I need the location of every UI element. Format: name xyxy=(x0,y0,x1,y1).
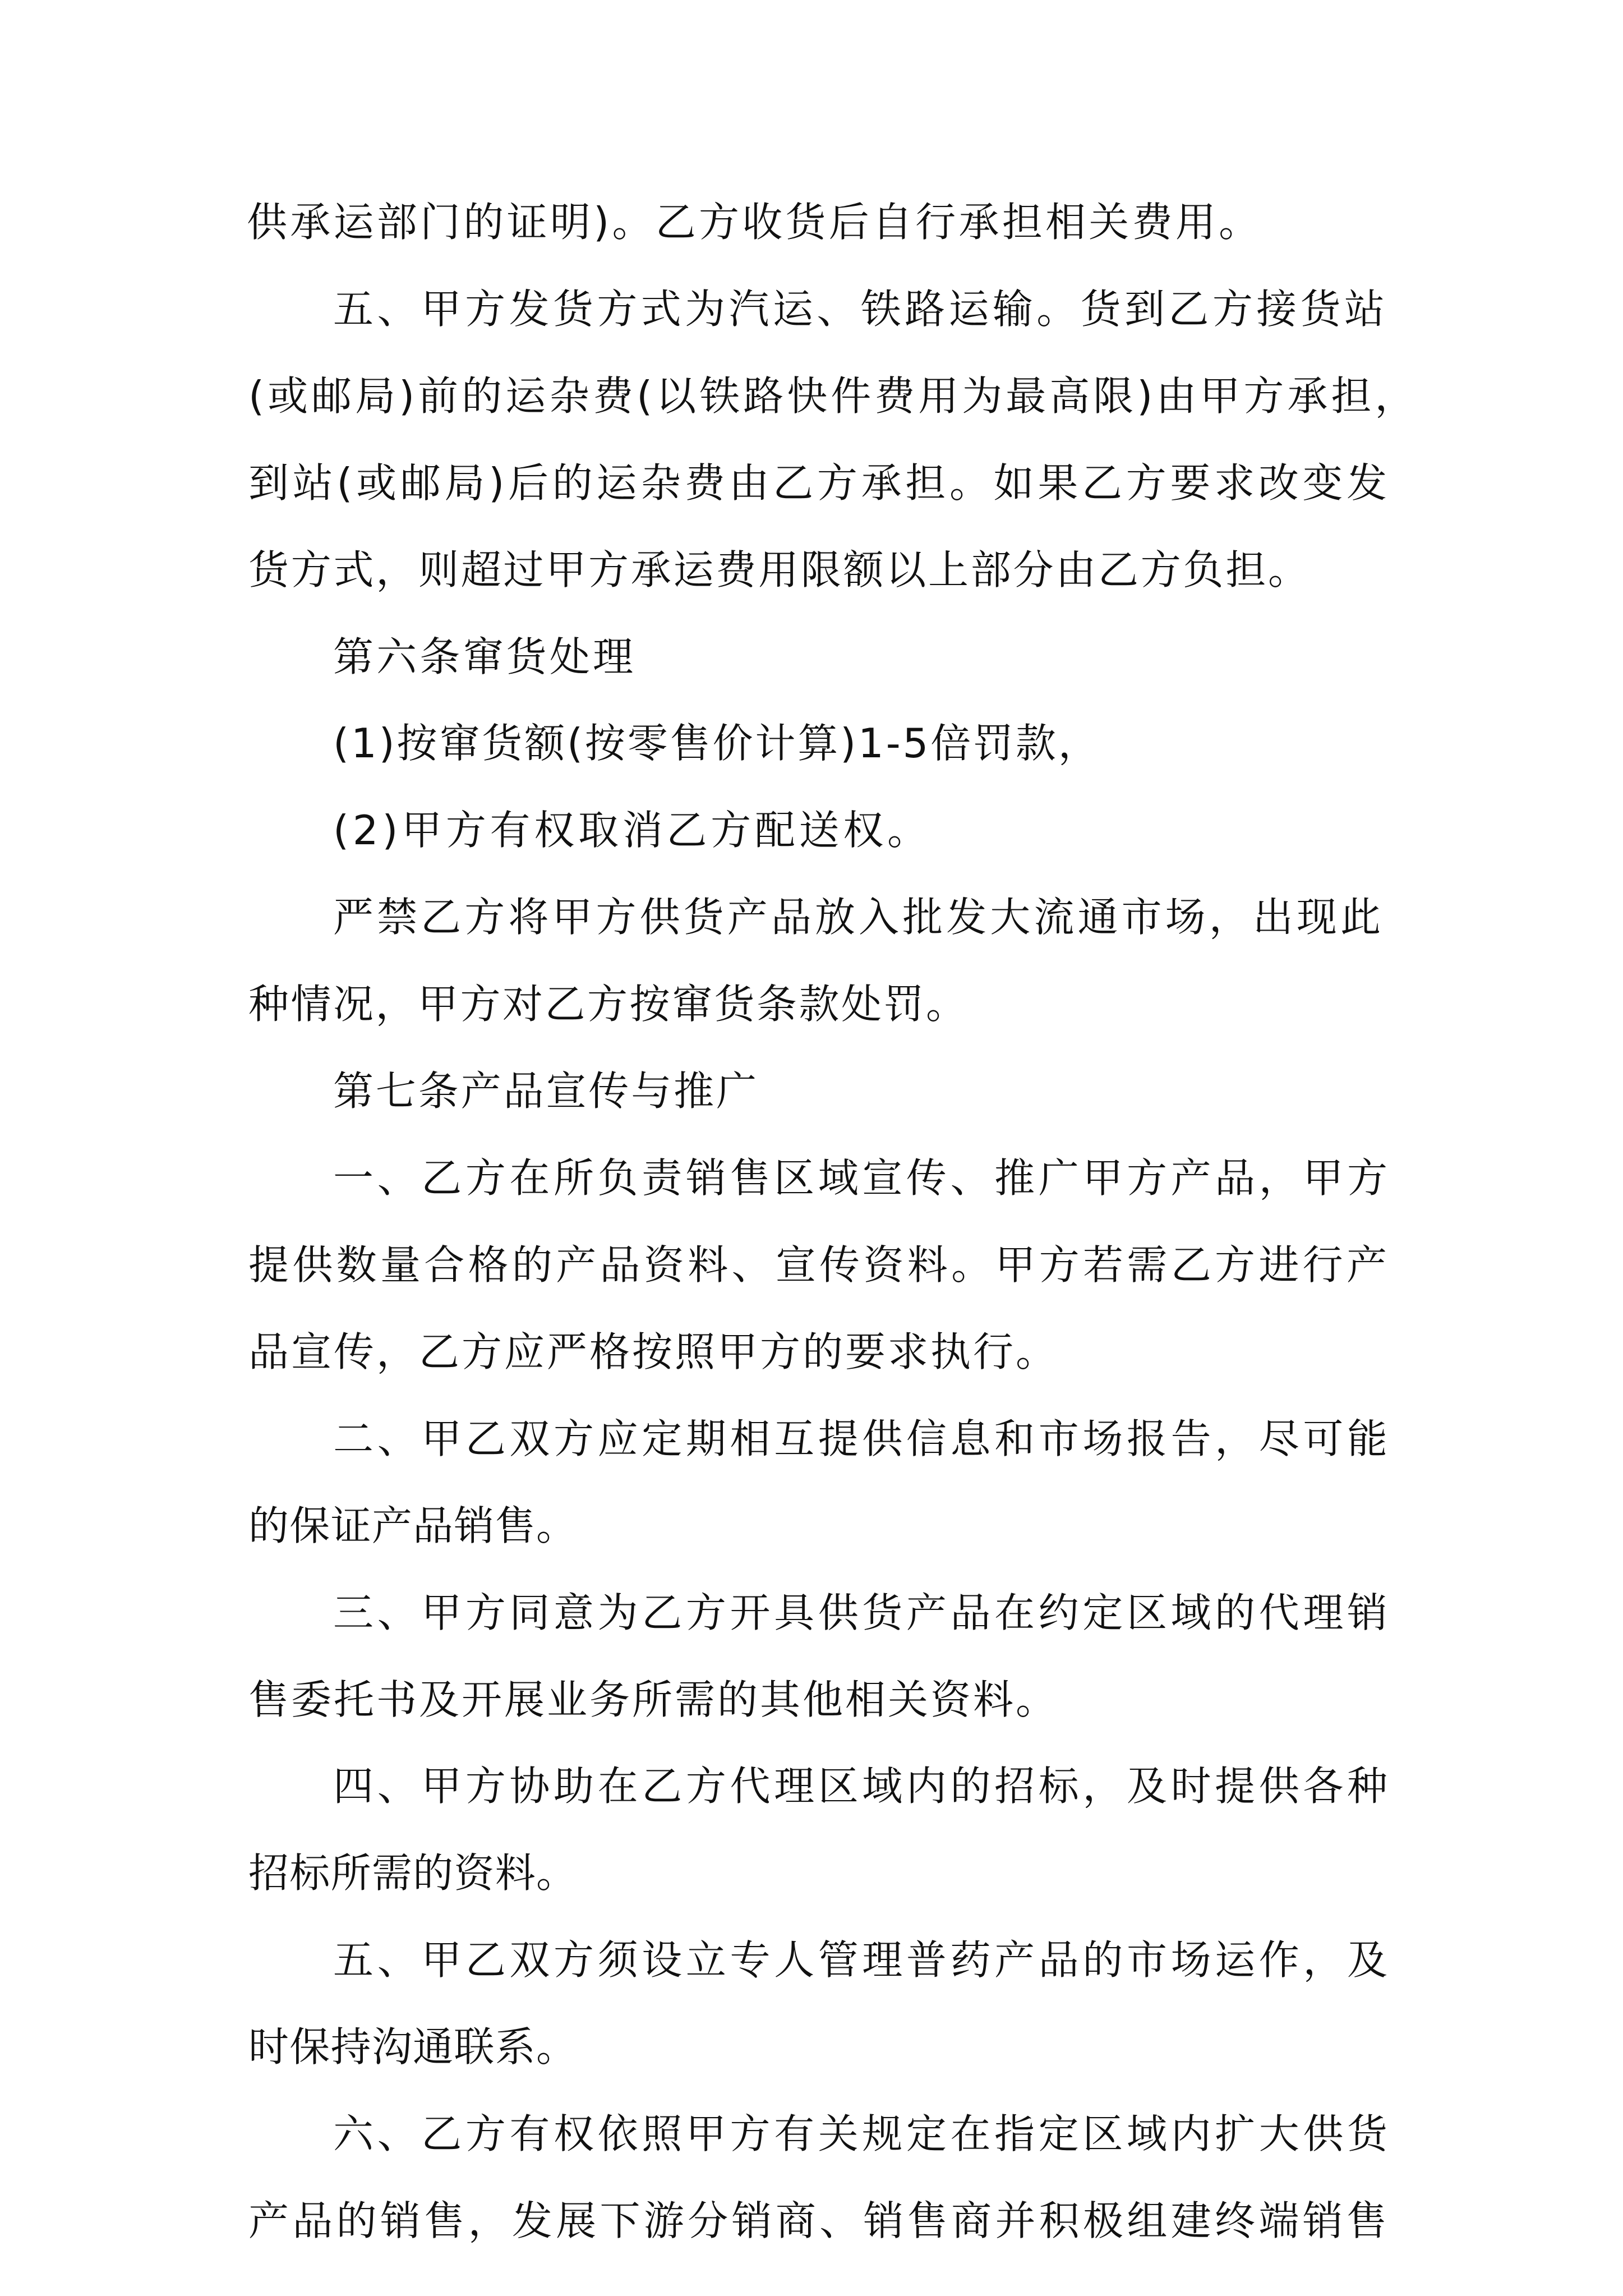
section-heading: 第六条窜货处理 xyxy=(333,633,637,680)
text-line: 五、甲乙双方须设立专人管理普药产品的市场运作，及 xyxy=(333,1936,1391,1984)
text-line: 四、甲方协助在乙方代理区域内的招标，及时提供各种 xyxy=(333,1763,1391,1810)
text-line: 时保持沟通联系。 xyxy=(248,2023,578,2071)
text-line: (或邮局)前的运杂费(以铁路快件费用为最高限)由甲方承担， xyxy=(248,372,1419,420)
text-line: 二、甲乙双方应定期相互提供信息和市场报告，尽可能 xyxy=(333,1415,1391,1462)
text-line: 售委托书及开展业务所需的其他相关资料。 xyxy=(248,1676,1059,1723)
text-line: 品宣传，乙方应严格按照甲方的要求执行。 xyxy=(248,1328,1059,1375)
text-line: 种情况，甲方对乙方按窜货条款处罚。 xyxy=(248,981,969,1028)
text-line: 六、乙方有权依照甲方有关规定在指定区域内扩大供货 xyxy=(333,2110,1391,2158)
text-line: 严禁乙方将甲方供货产品放入批发大流通市场，出现此 xyxy=(333,894,1385,941)
section-heading: 第七条产品宣传与推广 xyxy=(333,1068,759,1115)
text-line: 到站(或邮局)后的运杂费由乙方承担。如果乙方要求改变发 xyxy=(248,459,1391,507)
text-line: (2)甲方有权取消乙方配送权。 xyxy=(333,807,932,854)
text-line: 五、甲方发货方式为汽运、铁路运输。货到乙方接货站 xyxy=(333,285,1389,333)
text-line: 招标所需的资料。 xyxy=(248,1849,578,1897)
text-line: 三、甲方同意为乙方开具供货产品在约定区域的代理销 xyxy=(333,1589,1391,1636)
text-line: 产品的销售，发展下游分销商、销售商并积极组建终端销售 xyxy=(248,2197,1391,2244)
text-line: 提供数量合格的产品资料、宣传资料。甲方若需乙方进行产 xyxy=(248,1241,1391,1289)
text-line: (1)按窜货额(按零售价计算)1-5倍罚款， xyxy=(333,720,1101,767)
text-line: 供承运部门的证明)。乙方收货后自行承担相关费用。 xyxy=(247,198,1262,246)
text-line: 货方式，则超过甲方承运费用限额以上部分由乙方负担。 xyxy=(248,546,1311,593)
text-line: 一、乙方在所负责销售区域宣传、推广甲方产品，甲方 xyxy=(333,1154,1391,1202)
text-line: 的保证产品销售。 xyxy=(248,1502,578,1549)
